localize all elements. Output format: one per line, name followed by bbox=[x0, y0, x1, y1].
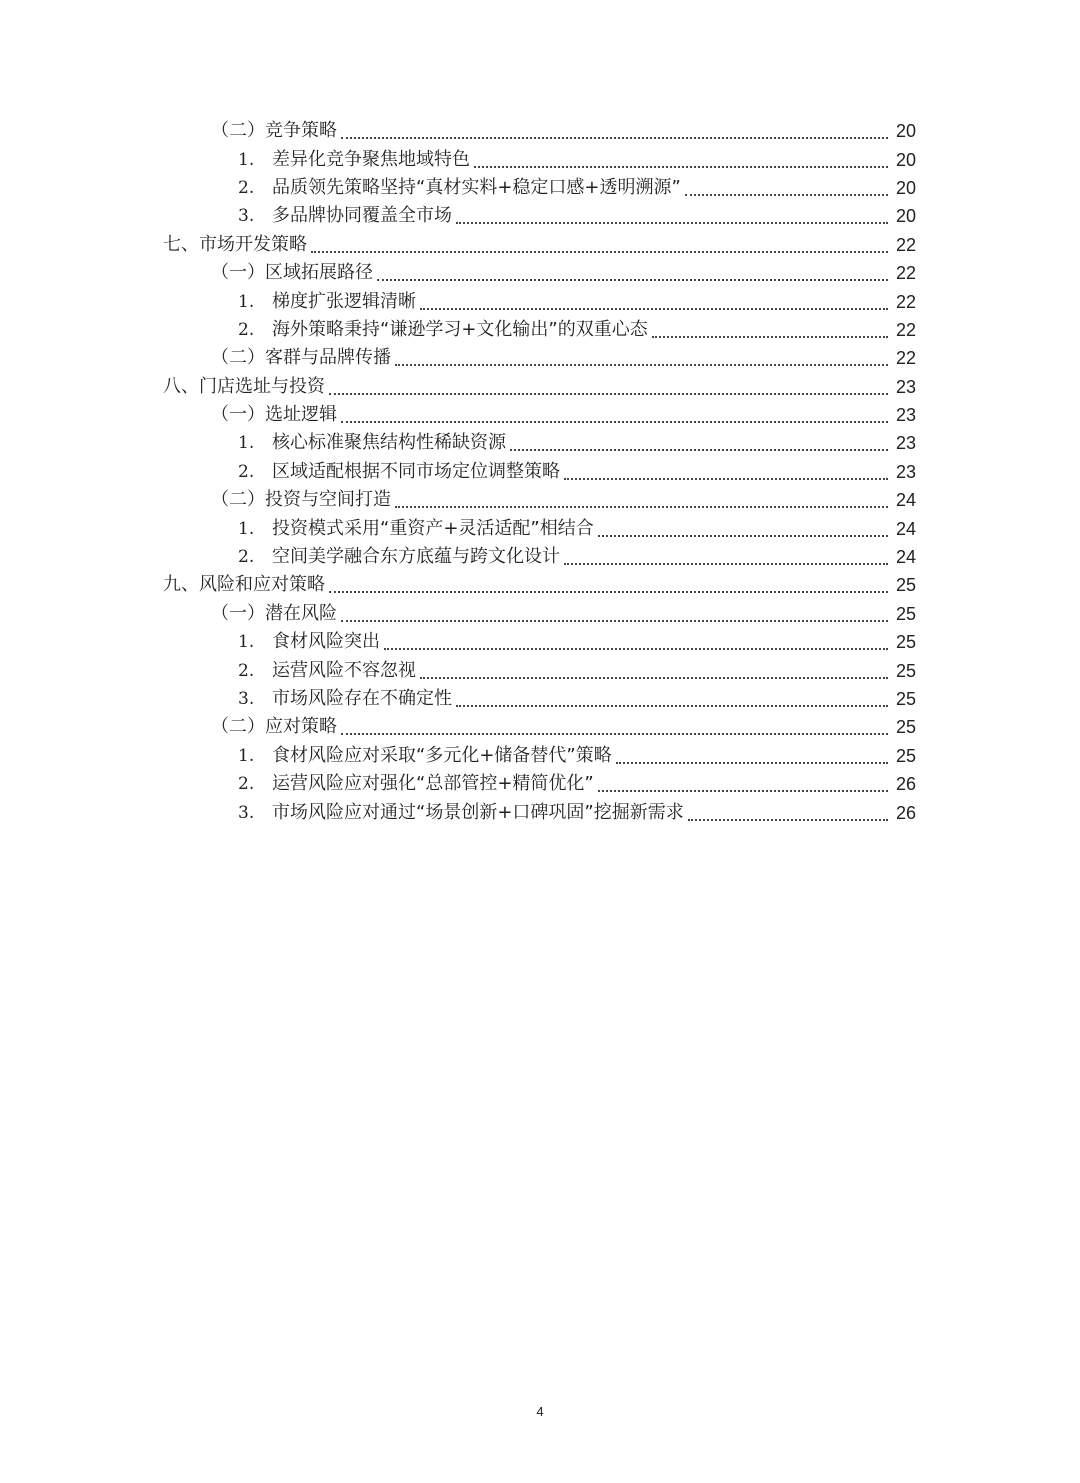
toc-entry-title: （一）区域拓展路径 bbox=[211, 262, 373, 284]
toc-dot-leader bbox=[311, 251, 888, 253]
toc-entry[interactable] bbox=[0, 628, 1080, 656]
toc-entry-title: 食材风险应对采取“多元化+储备替代”策略 bbox=[272, 744, 612, 766]
toc-dot-leader bbox=[329, 591, 888, 593]
toc-entry-page: 23 bbox=[895, 405, 916, 426]
toc-entry-title: （二）竞争策略 bbox=[211, 120, 337, 142]
toc-entry-page: 20 bbox=[895, 121, 916, 142]
toc-entry-number: 2. bbox=[238, 319, 255, 340]
toc-entry-page: 24 bbox=[895, 518, 916, 539]
toc-entry-title: 多品牌协同覆盖全市场 bbox=[272, 205, 452, 227]
toc-entry[interactable] bbox=[0, 259, 1080, 287]
toc-entry-page: 22 bbox=[895, 263, 916, 284]
toc-entry-title: 核心标准聚焦结构性稀缺资源 bbox=[272, 432, 506, 454]
toc-entry-page: 23 bbox=[895, 376, 916, 397]
toc-entry-number: 1. bbox=[238, 632, 255, 653]
toc-dot-leader bbox=[420, 677, 888, 679]
toc-entry-page: 20 bbox=[895, 149, 916, 170]
toc-entry[interactable] bbox=[0, 174, 1080, 202]
toc-dot-leader bbox=[384, 648, 888, 650]
toc-entry-number: 1. bbox=[238, 291, 255, 312]
toc-entry-title: （一）选址逻辑 bbox=[211, 404, 337, 426]
toc-entry-page: 22 bbox=[895, 348, 916, 369]
toc-dot-leader bbox=[564, 563, 888, 565]
toc-entry-number: 2. bbox=[238, 177, 255, 198]
toc-entry-title: 投资模式采用“重资产+灵活适配”相结合 bbox=[272, 517, 594, 539]
toc-entry-title: （二）客群与品牌传播 bbox=[211, 347, 391, 369]
toc-entry[interactable] bbox=[0, 231, 1080, 259]
toc-entry[interactable] bbox=[0, 287, 1080, 315]
toc-entry[interactable] bbox=[0, 373, 1080, 401]
toc-entry-number: 1. bbox=[238, 433, 255, 454]
toc-dot-leader bbox=[598, 535, 888, 537]
toc-entry-title: 梯度扩张逻辑清晰 bbox=[272, 290, 416, 312]
toc-entry-number: 2. bbox=[238, 774, 255, 795]
toc-entry-title: 海外策略秉持“谦逊学习+文化输出”的双重心态 bbox=[272, 318, 648, 340]
toc-entry-number: 3. bbox=[238, 689, 255, 709]
toc-dot-leader bbox=[341, 421, 888, 423]
toc-dot-leader bbox=[395, 506, 888, 508]
toc-entry-number: 2. bbox=[238, 660, 255, 681]
toc-entry-title: 食材风险突出 bbox=[272, 631, 380, 653]
toc-entry-title: 空间美学融合东方底蕴与跨文化设计 bbox=[272, 546, 560, 568]
toc-entry[interactable] bbox=[0, 798, 1080, 826]
toc-entry-page: 26 bbox=[895, 802, 916, 823]
toc-entry-page: 23 bbox=[895, 461, 916, 482]
toc-entry-number: 3. bbox=[238, 802, 255, 823]
toc-entry[interactable] bbox=[0, 600, 1080, 628]
toc-entry-title: 运营风险应对强化“总部管控+精简优化” bbox=[272, 773, 594, 795]
toc-entry[interactable] bbox=[0, 401, 1080, 429]
toc-entry-title: 品质领先策略坚持“真材实料+稳定口感+透明溯源” bbox=[272, 176, 681, 198]
toc-entry-title: 区域适配根据不同市场定位调整策略 bbox=[272, 460, 560, 482]
toc-entry[interactable] bbox=[0, 685, 1080, 713]
toc-entry[interactable] bbox=[0, 713, 1080, 741]
toc-entry[interactable] bbox=[0, 742, 1080, 770]
toc-entry-number: 1. bbox=[238, 149, 255, 170]
toc-entry-page: 25 bbox=[895, 632, 916, 653]
toc-dot-leader bbox=[564, 478, 888, 480]
toc-dot-leader bbox=[395, 364, 888, 366]
toc-entry-page: 24 bbox=[895, 490, 916, 511]
toc-entry-title: 运营风险不容忽视 bbox=[272, 659, 416, 681]
toc-entry[interactable] bbox=[0, 458, 1080, 486]
toc-entry-number: 1. bbox=[238, 518, 255, 539]
toc-dot-leader bbox=[456, 222, 888, 224]
toc-entry[interactable] bbox=[0, 429, 1080, 457]
toc-entry-title: 市场风险存在不确定性 bbox=[272, 688, 452, 709]
toc-dot-leader bbox=[341, 620, 888, 622]
table-of-contents bbox=[0, 117, 1080, 827]
toc-entry-title: （二）投资与空间打造 bbox=[211, 489, 391, 511]
toc-entry[interactable] bbox=[0, 486, 1080, 514]
toc-entry-page: 25 bbox=[895, 660, 916, 681]
toc-entry-title: 八、门店选址与投资 bbox=[163, 375, 325, 397]
toc-entry-page: 25 bbox=[895, 745, 916, 766]
page-number: 4 bbox=[536, 1404, 544, 1419]
toc-entry[interactable] bbox=[0, 571, 1080, 599]
toc-entry-title: 差异化竞争聚焦地域特色 bbox=[272, 148, 470, 170]
toc-entry-page: 25 bbox=[895, 689, 916, 709]
toc-entry-number: 2. bbox=[238, 461, 255, 482]
toc-entry[interactable] bbox=[0, 543, 1080, 571]
toc-dot-leader bbox=[652, 336, 888, 338]
toc-dot-leader bbox=[598, 790, 888, 792]
toc-entry[interactable] bbox=[0, 656, 1080, 684]
toc-dot-leader bbox=[420, 308, 888, 310]
toc-entry[interactable] bbox=[0, 117, 1080, 145]
toc-dot-leader bbox=[456, 705, 888, 707]
toc-dot-leader bbox=[377, 279, 888, 281]
toc-dot-leader bbox=[341, 733, 888, 735]
toc-entry[interactable] bbox=[0, 145, 1080, 173]
toc-entry[interactable] bbox=[0, 316, 1080, 344]
toc-entry[interactable] bbox=[0, 344, 1080, 372]
toc-entry[interactable] bbox=[0, 202, 1080, 230]
toc-entry-number: 3. bbox=[238, 206, 255, 227]
toc-entry-title: 七、市场开发策略 bbox=[163, 233, 307, 255]
toc-entry-page: 25 bbox=[895, 717, 916, 738]
toc-entry-page: 26 bbox=[895, 774, 916, 795]
toc-dot-leader bbox=[688, 819, 888, 821]
toc-entry-page: 24 bbox=[895, 547, 916, 568]
toc-entry-title: （二）应对策略 bbox=[211, 716, 337, 738]
toc-dot-leader bbox=[685, 194, 888, 196]
toc-entry-title: 九、风险和应对策略 bbox=[163, 574, 325, 596]
toc-dot-leader bbox=[510, 449, 888, 451]
toc-entry[interactable] bbox=[0, 770, 1080, 798]
toc-entry-page: 23 bbox=[895, 433, 916, 454]
toc-dot-leader bbox=[341, 137, 888, 139]
toc-entry-page: 22 bbox=[895, 234, 916, 255]
toc-entry[interactable] bbox=[0, 514, 1080, 542]
toc-dot-leader bbox=[474, 166, 888, 168]
toc-dot-leader bbox=[616, 762, 888, 764]
toc-entry-page: 22 bbox=[895, 319, 916, 340]
toc-dot-leader bbox=[329, 393, 888, 395]
toc-entry-page: 25 bbox=[895, 603, 916, 624]
toc-entry-page: 20 bbox=[895, 206, 916, 227]
toc-entry-page: 22 bbox=[895, 291, 916, 312]
toc-entry-title: （一）潜在风险 bbox=[211, 602, 337, 624]
toc-entry-title: 市场风险应对通过“场景创新+口碑巩固”挖掘新需求 bbox=[272, 801, 684, 823]
toc-entry-number: 2. bbox=[238, 547, 255, 568]
toc-entry-page: 20 bbox=[895, 177, 916, 198]
toc-entry-number: 1. bbox=[238, 745, 255, 766]
toc-entry-page: 25 bbox=[895, 575, 916, 596]
